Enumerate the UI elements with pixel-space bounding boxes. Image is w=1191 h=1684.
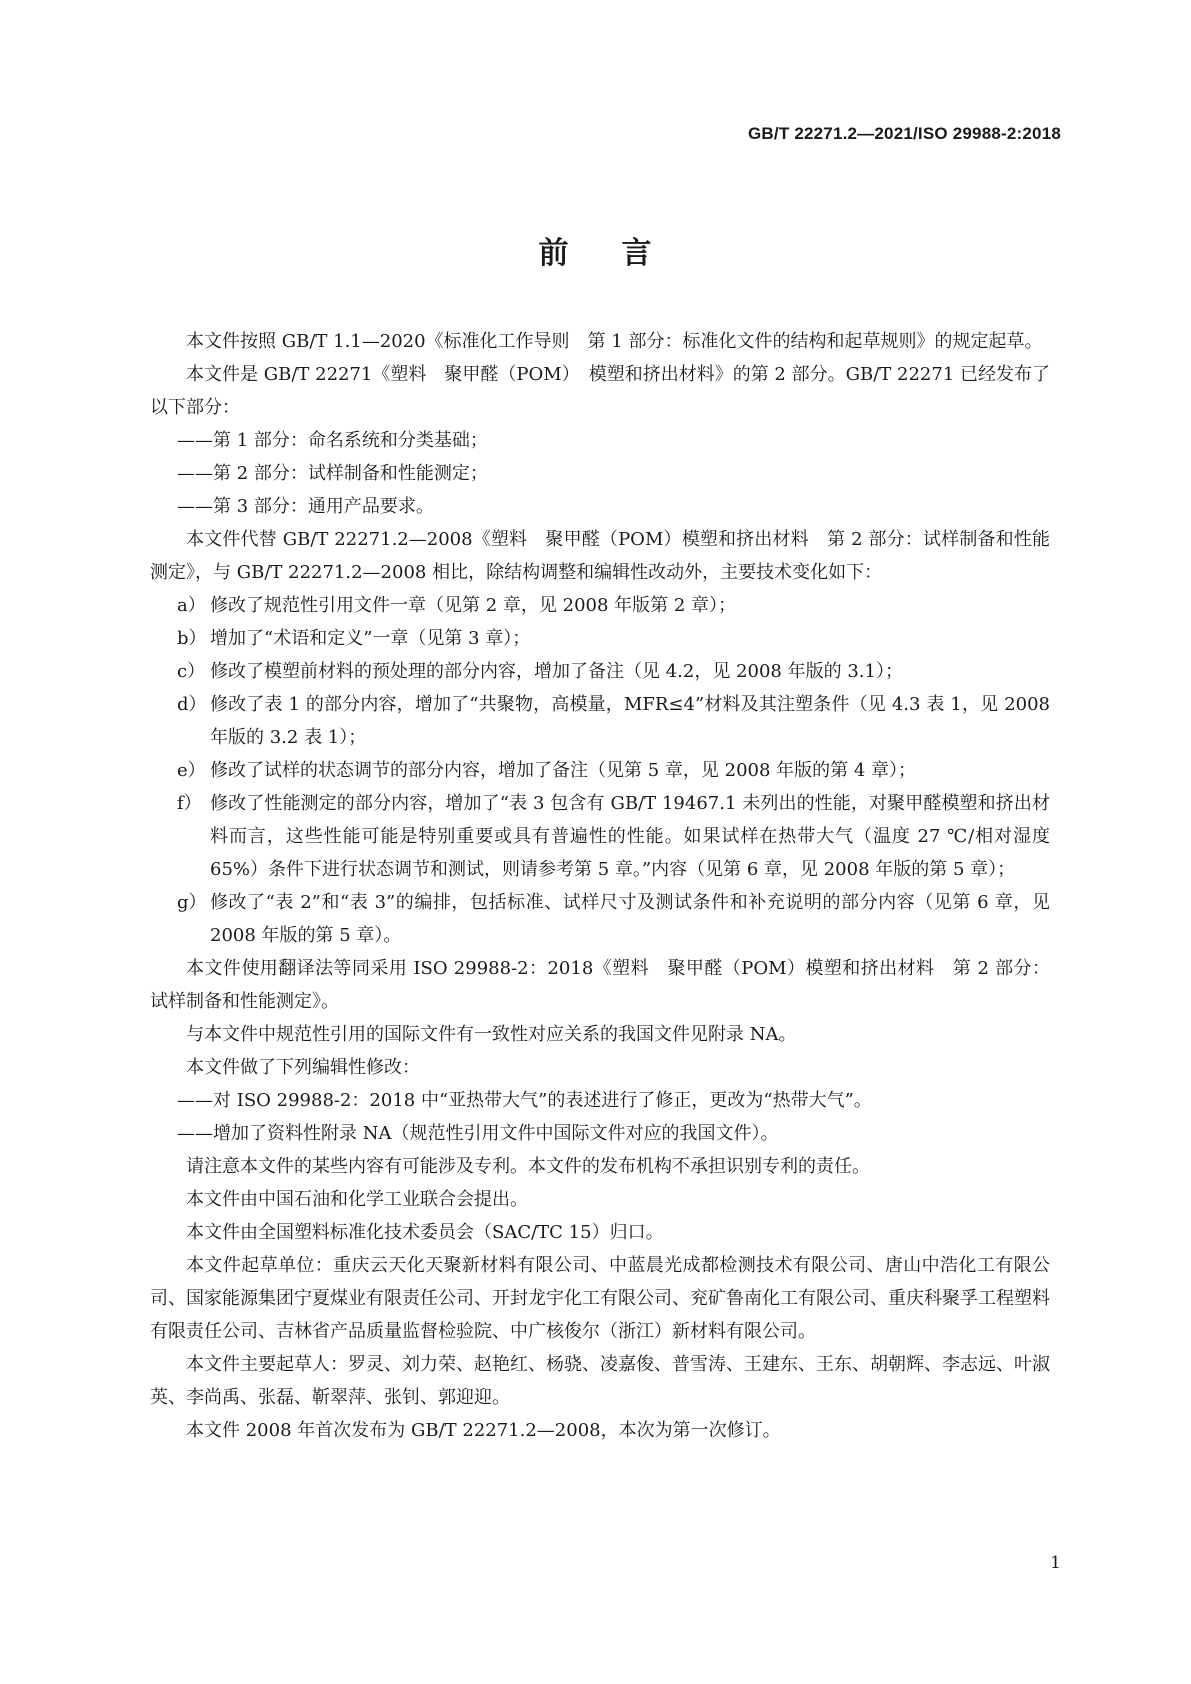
paragraph-patent-notice: 请注意本文件的某些内容有可能涉及专利。本文件的发布机构不承担识别专利的责任。: [186, 1156, 870, 1177]
change-mark: f）: [177, 793, 202, 814]
paragraph-replaces: 本文件代替 GB/T 22271.2—2008《塑料 聚甲醛（POM）模塑和挤出材料 第 2 部分：试样制备和性能测定》，与 GB/T 22271.2—2008 相比，除结构调整和编辑性改动外，主要技术变化如下：: [150, 529, 1050, 583]
change-mark: a）: [177, 595, 206, 616]
paragraph-part-info: 本文件是 GB/T 22271《塑料 聚甲醛（POM） 模塑和挤出材料》的第 2 部分。GB/T 22271 已经发布了以下部分：: [150, 364, 1050, 418]
change-mark: c）: [177, 661, 206, 682]
change-text: 修改了“表 2”和“表 3”的编排，包括标准、试样尺寸及测试条件和补充说明的部分内容（见第 6 章，见 2008 年版的第 5 章）。: [210, 892, 1050, 946]
paragraph-annex-na: 与本文件中规范性引用的国际文件有一致性对应关系的我国文件见附录 NA。: [186, 1024, 797, 1045]
change-item-b: [150, 622, 1050, 655]
paragraph-editorial-changes: 本文件做了下列编辑性修改：: [186, 1057, 420, 1078]
change-item-c: [150, 655, 1050, 688]
change-text: 修改了规范性引用文件一章（见第 2 章，见 2008 年版第 2 章）；: [210, 595, 737, 616]
change-item-g: [150, 886, 1050, 952]
change-mark: e）: [177, 760, 206, 781]
dash-item-editorial-2: ——增加了资料性附录 NA（规范性引用文件中国际文件对应的我国文件）。: [177, 1123, 779, 1144]
dash-item-part-2: ——第 2 部分：试样制备和性能测定；: [177, 463, 488, 484]
paragraph-drafters: 本文件主要起草人：罗灵、刘力荣、赵艳红、杨骁、凌嘉俊、普雪涛、王建东、王东、胡朝辉、李志远、叶淑英、李尚禹、张磊、靳翠萍、张钊、郭迎迎。: [150, 1354, 1050, 1408]
change-mark: d）: [177, 694, 207, 715]
page-number: 1: [1050, 1553, 1061, 1573]
dash-item-editorial-1: ——对 ISO 29988-2：2018 中“亚热带大气”的表述进行了修正，更改为“热带大气”。: [177, 1090, 872, 1111]
change-item-f: [150, 787, 1050, 886]
change-mark: b）: [177, 628, 207, 649]
change-item-d: [150, 688, 1050, 754]
change-text: 修改了试样的状态调节的部分内容，增加了备注（见第 5 章，见 2008 年版的第 4 章）；: [210, 760, 917, 781]
title-char-1: 前: [538, 236, 570, 271]
title-char-2: 言: [621, 236, 653, 271]
page-title: [0, 228, 1191, 272]
change-item-e: [150, 754, 1050, 787]
change-text: 增加了“术语和定义”一章（见第 3 章）；: [210, 628, 531, 649]
change-mark: g）: [177, 892, 207, 913]
dash-item-part-1: ——第 1 部分：命名系统和分类基础；: [177, 430, 488, 451]
paragraph-adoption: 本文件使用翻译法等同采用 ISO 29988-2：2018《塑料 聚甲醛（POM）模塑和挤出材料 第 2 部分：试样制备和性能测定》。: [150, 958, 1050, 1012]
change-text: 修改了表 1 的部分内容，增加了“共聚物，高模量，MFR≤4”材料及其注塑条件（见 4.3 表 1，见 2008 年版的 3.2 表 1）；: [210, 694, 1050, 748]
change-text: 修改了性能测定的部分内容，增加了“表 3 包含有 GB/T 19467.1 未列出的性能，对聚甲醛模塑和挤出材料而言，这些性能可能是特别重要或具有普遍性的性能。如果试样在热带大气（温度 27 ℃/相对湿度 65%）条件下进行状态调节和测试，则请参考第 5 章。”内容（见第 6 章，见 2008 年版的第 5 章）；: [210, 793, 1050, 880]
paragraph-history: 本文件 2008 年首次发布为 GB/T 22271.2—2008，本次为第一次修订。: [186, 1420, 781, 1441]
preface-body: [150, 325, 1050, 1447]
paragraph-drafting-rules: 本文件按照 GB/T 1.1—2020《标准化工作导则 第 1 部分：标准化文件的结构和起草规则》的规定起草。: [186, 331, 1043, 352]
change-text: 修改了模塑前材料的预处理的部分内容，增加了备注（见 4.2，见 2008 年版的 3.1）；: [210, 661, 903, 682]
change-item-a: [150, 589, 1050, 622]
paragraph-proposed-by: 本文件由中国石油和化学工业联合会提出。: [186, 1189, 528, 1210]
document-code: GB/T 22271.2—2021/ISO 29988-2:2018: [748, 124, 1061, 143]
dash-item-part-3: ——第 3 部分：通用产品要求。: [177, 496, 434, 517]
paragraph-under-jurisdiction: 本文件由全国塑料标准化技术委员会（SAC/TC 15）归口。: [186, 1222, 664, 1243]
paragraph-drafting-units: 本文件起草单位：重庆云天化天聚新材料有限公司、中蓝晨光成都检测技术有限公司、唐山中浩化工有限公司、国家能源集团宁夏煤业有限责任公司、开封龙宇化工有限公司、兖矿鲁南化工有限公司、重庆科聚孚工程塑料有限责任公司、吉林省产品质量监督检验院、中广核俊尔（浙江）新材料有限公司。: [150, 1255, 1050, 1342]
